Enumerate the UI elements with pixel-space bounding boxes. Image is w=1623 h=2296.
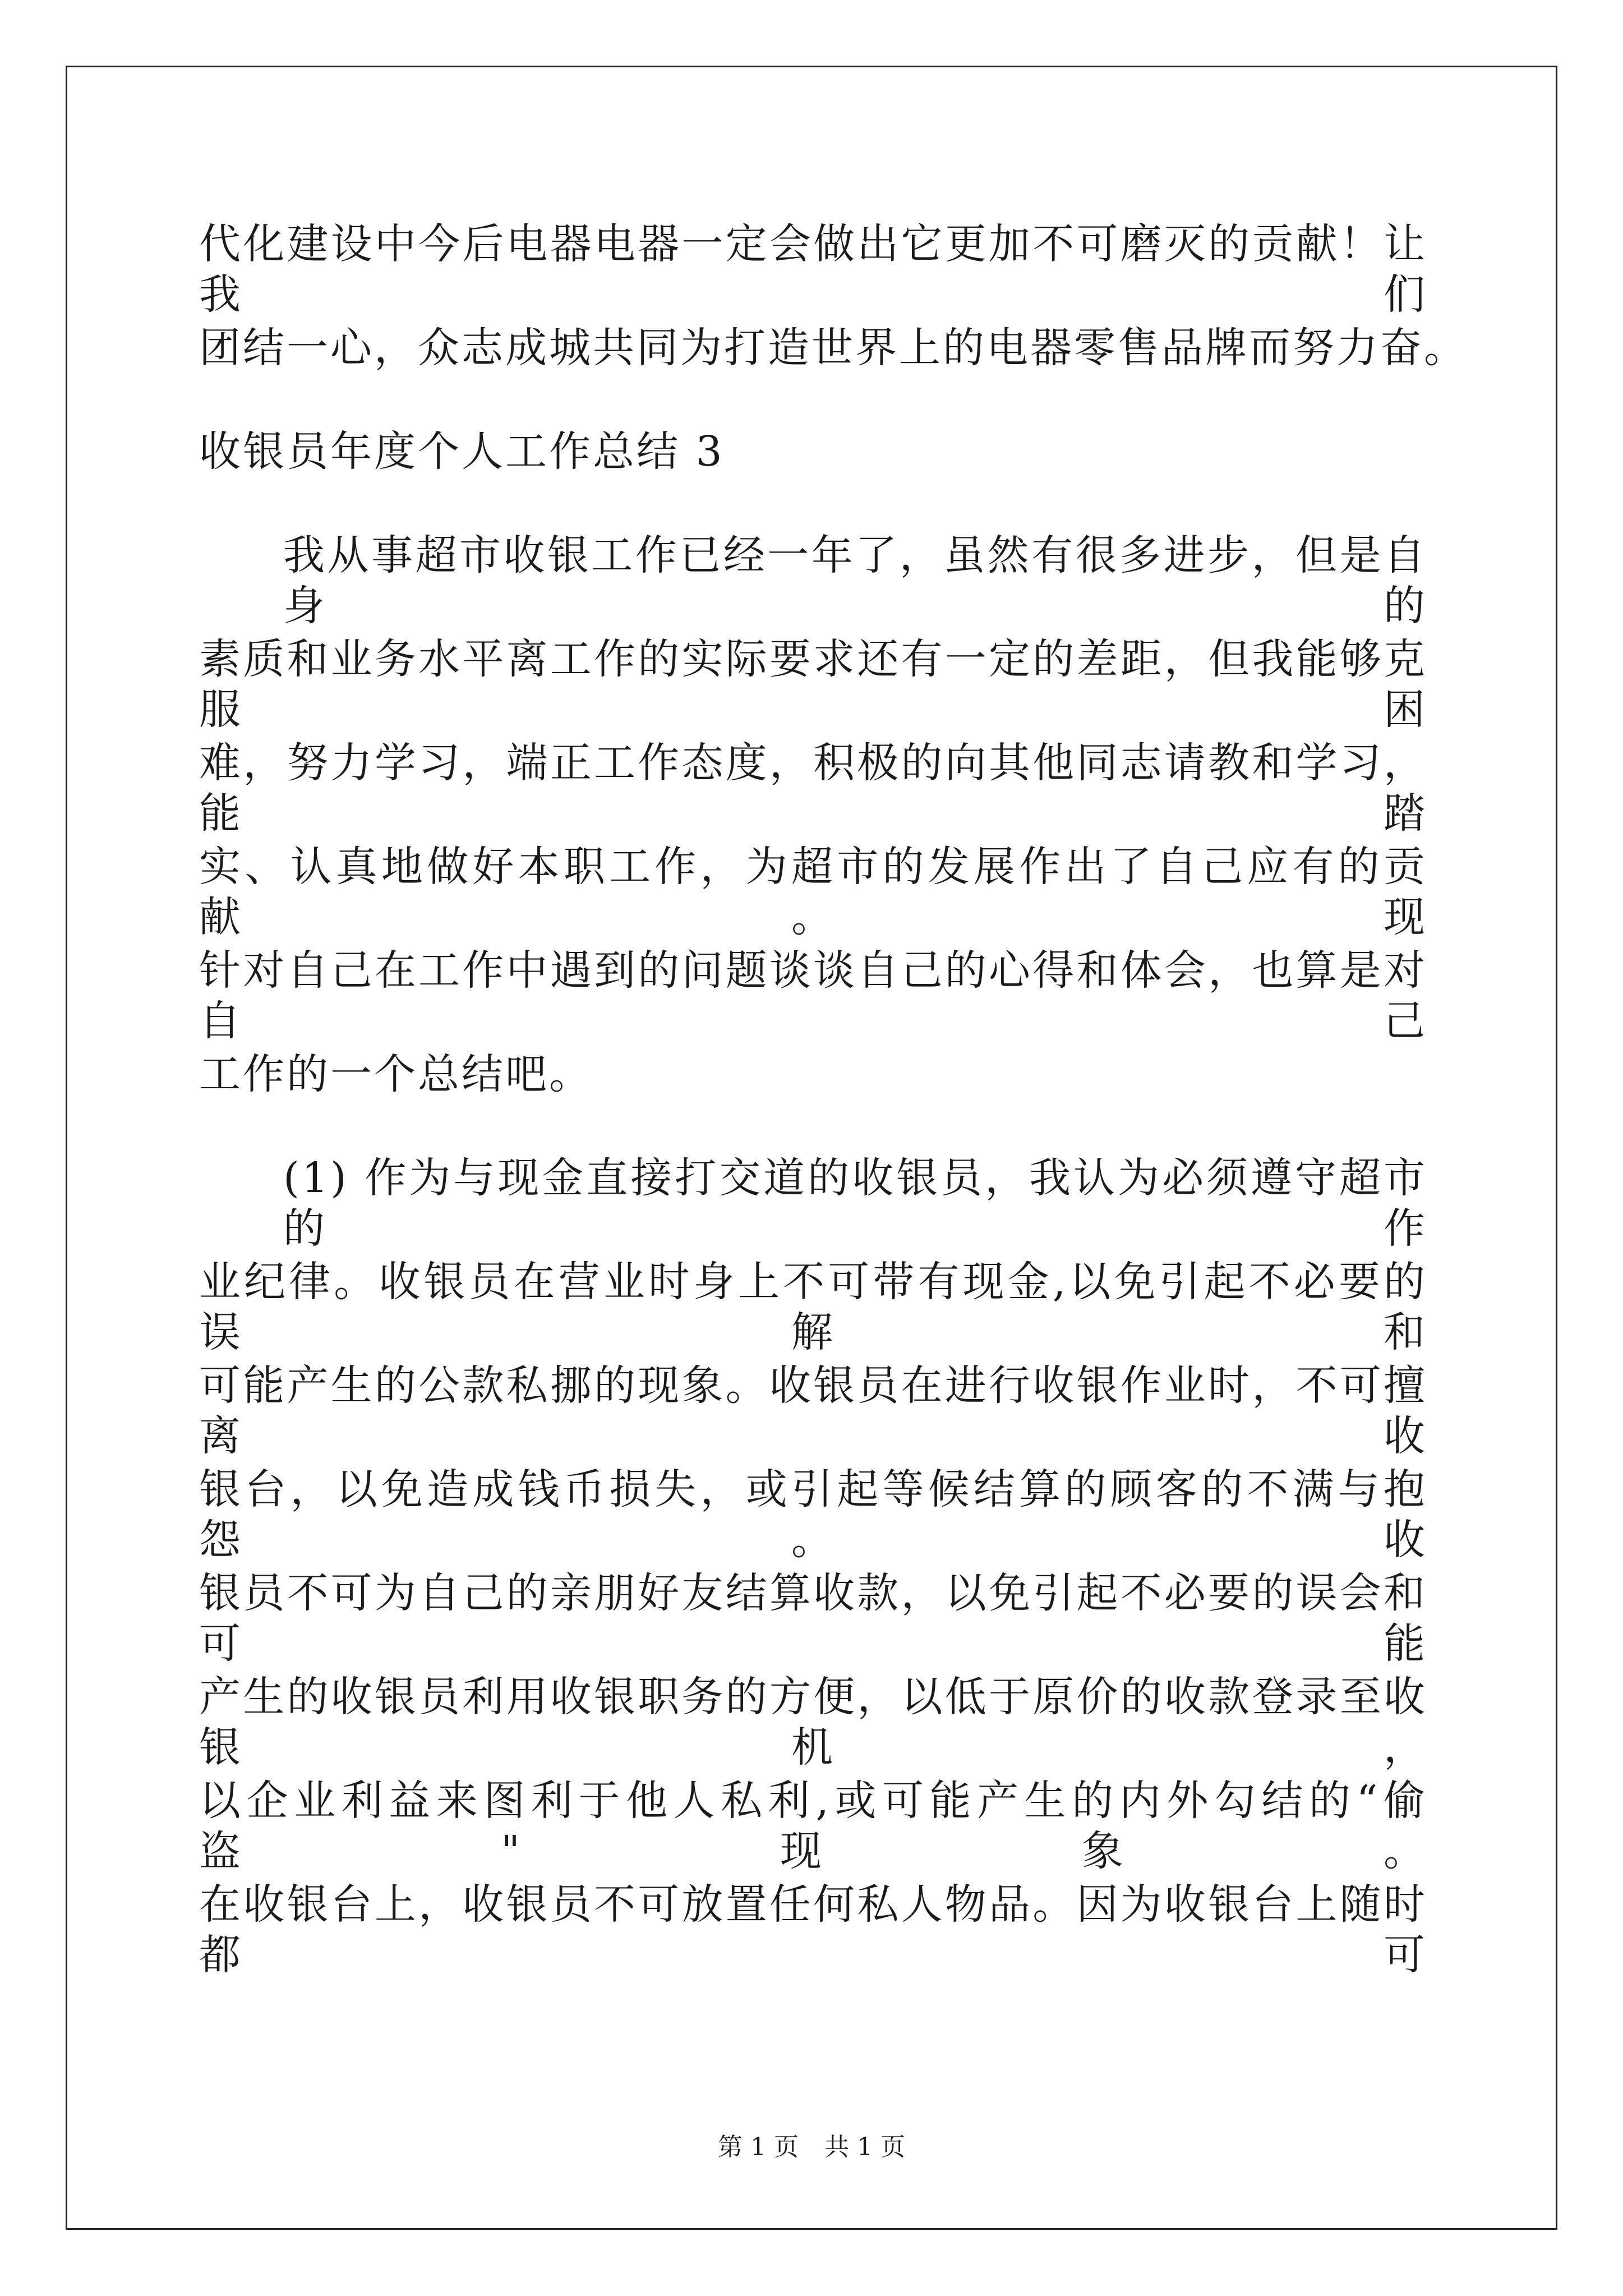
page-total: 共 1 页	[824, 2133, 905, 2161]
paragraph-line: 实、认真地做好本职工作，为超市的发展作出了自己应有的贡献。现	[199, 843, 1427, 941]
paragraph-line: 银台，以免造成钱币损失，或引起等候结算的顾客的不满与抱怨。收	[199, 1465, 1427, 1564]
page-number: 第 1 页	[718, 2133, 799, 2161]
paragraph-line: 难，努力学习，端正工作态度，积极的向其他同志请教和学习，能踏	[199, 739, 1427, 838]
section-heading: 收银员年度个人工作总结 3	[199, 427, 725, 476]
paragraph-line: 产生的收银员利用收银职务的方便，以低于原价的收款登录至收银机，	[199, 1673, 1427, 1772]
paragraph-line: 在收银台上，收银员不可放置任何私人物品。因为收银台上随时都可	[199, 1880, 1427, 1979]
paragraph-line: 素质和业务水平离工作的实际要求还有一定的差距，但我能够克服困	[199, 635, 1427, 734]
paragraph-line: 可能产生的公款私挪的现象。收银员在进行收银作业时，不可擅离收	[199, 1361, 1427, 1460]
paragraph-line: (1) 作为与现金直接打交道的收银员，我认为必须遵守超市的作	[283, 1154, 1427, 1253]
paragraph-line: 工作的一个总结吧。	[199, 1050, 593, 1098]
paragraph-line: 团结一心，众志成城共同为打造世界上的电器零售品牌而努力奋。	[199, 324, 1468, 372]
paragraph-line: 我从事超市收银工作已经一年了，虽然有很多进步，但是自身的	[283, 531, 1427, 630]
paragraph-line: 业纪律。收银员在营业时身上不可带有现金,以免引起不必要的误解和	[199, 1258, 1427, 1356]
paragraph-line: 针对自己在工作中遇到的问题谈谈自己的心得和体会，也算是对自己	[199, 946, 1427, 1045]
paragraph-line: 银员不可为自己的亲朋好友结算收款，以免引起不必要的误会和可能	[199, 1569, 1427, 1668]
document-body	[199, 219, 1468, 1983]
page-footer	[0, 2133, 1623, 2162]
paragraph-line: 代化建设中今后电器电器一定会做出它更加不可磨灭的贡献！让我们	[199, 220, 1427, 319]
paragraph-line: 以企业利益来图利于他人私利,或可能产生的内外勾结的“偷盗"现象。	[199, 1777, 1427, 1875]
